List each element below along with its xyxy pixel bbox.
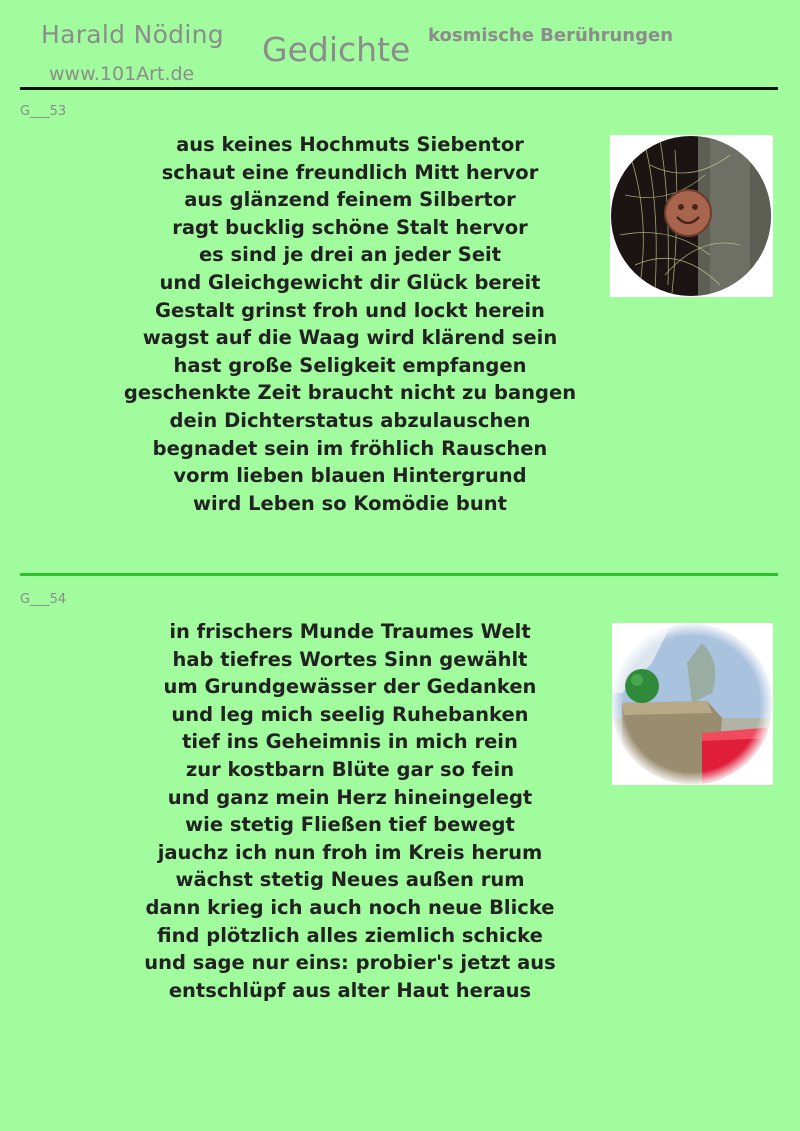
poem-line: und leg mich seelig Ruhebanken xyxy=(171,702,529,726)
website-link[interactable]: www.101Art.de xyxy=(49,63,195,85)
poem-line: zur kostbarn Blüte gar so fein xyxy=(185,757,515,781)
poem-line: aus keines Hochmuts Siebentor xyxy=(176,133,524,156)
poem-line: wird Leben so Komödie bunt xyxy=(193,491,507,515)
poem-line: jauchz ich nun froh im Kreis herum xyxy=(157,840,543,864)
poem-line: um Grundgewässer der Gedanken xyxy=(163,675,537,699)
author-name: Harald Nöding xyxy=(41,20,224,49)
poem-line: es sind je drei an jeder Seit xyxy=(198,243,502,267)
poem-line: in frischers Munde Traumes Welt xyxy=(169,620,531,643)
poem-line: wagst auf die Waag wird klärend sein xyxy=(142,326,558,350)
poem-line: dein Dichterstatus abzulauschen xyxy=(169,408,531,432)
poem-line: hab tiefres Wortes Sinn gewählt xyxy=(172,647,528,671)
section-divider xyxy=(20,573,778,576)
poem-line: find plötzlich alles ziemlich schicke xyxy=(157,923,543,947)
smiley-disc-image xyxy=(610,135,773,297)
poem-line: aus glänzend feinem Silbertor xyxy=(184,188,516,212)
poem-id: G___53 xyxy=(20,104,67,119)
poem-line: ragt bucklig schöne Stalt hervor xyxy=(172,215,528,239)
poem-line: wächst stetig Neues außen rum xyxy=(175,868,525,892)
poem-text xyxy=(100,618,600,1004)
poem-line: dann krieg ich auch noch neue Blicke xyxy=(145,895,555,919)
poem-line: wie stetig Fließen tief bewegt xyxy=(185,813,515,837)
poem-line: entschlüpf aus alter Haut heraus xyxy=(168,978,532,1002)
poem-line: schaut eine freundlich Mitt hervor xyxy=(161,160,539,184)
poem-line: tief ins Geheimnis in mich rein xyxy=(182,730,518,754)
page-title: Gedichte xyxy=(262,30,411,69)
poem-line: und sage nur eins: probier's jetzt aus xyxy=(144,951,556,975)
header-divider xyxy=(20,87,778,90)
poem-line: hast große Seligkeit empfangen xyxy=(173,353,527,377)
poem-line: und ganz mein Herz hineingelegt xyxy=(167,785,533,809)
poem-line: vorm lieben blauen Hintergrund xyxy=(173,464,527,488)
poem-text xyxy=(100,131,600,517)
page-subtitle: kosmische Berührungen xyxy=(428,25,674,46)
poem-line: geschenkte Zeit braucht nicht zu bangen xyxy=(123,381,577,405)
poem-line: begnadet sein im fröhlich Rauschen xyxy=(152,436,548,460)
poem-id: G___54 xyxy=(20,592,67,607)
green-ball-on-stone-image xyxy=(612,623,773,785)
poem-line: Gestalt grinst froh und lockt herein xyxy=(155,298,545,322)
poem-line: und Gleichgewicht dir Glück bereit xyxy=(159,270,541,294)
